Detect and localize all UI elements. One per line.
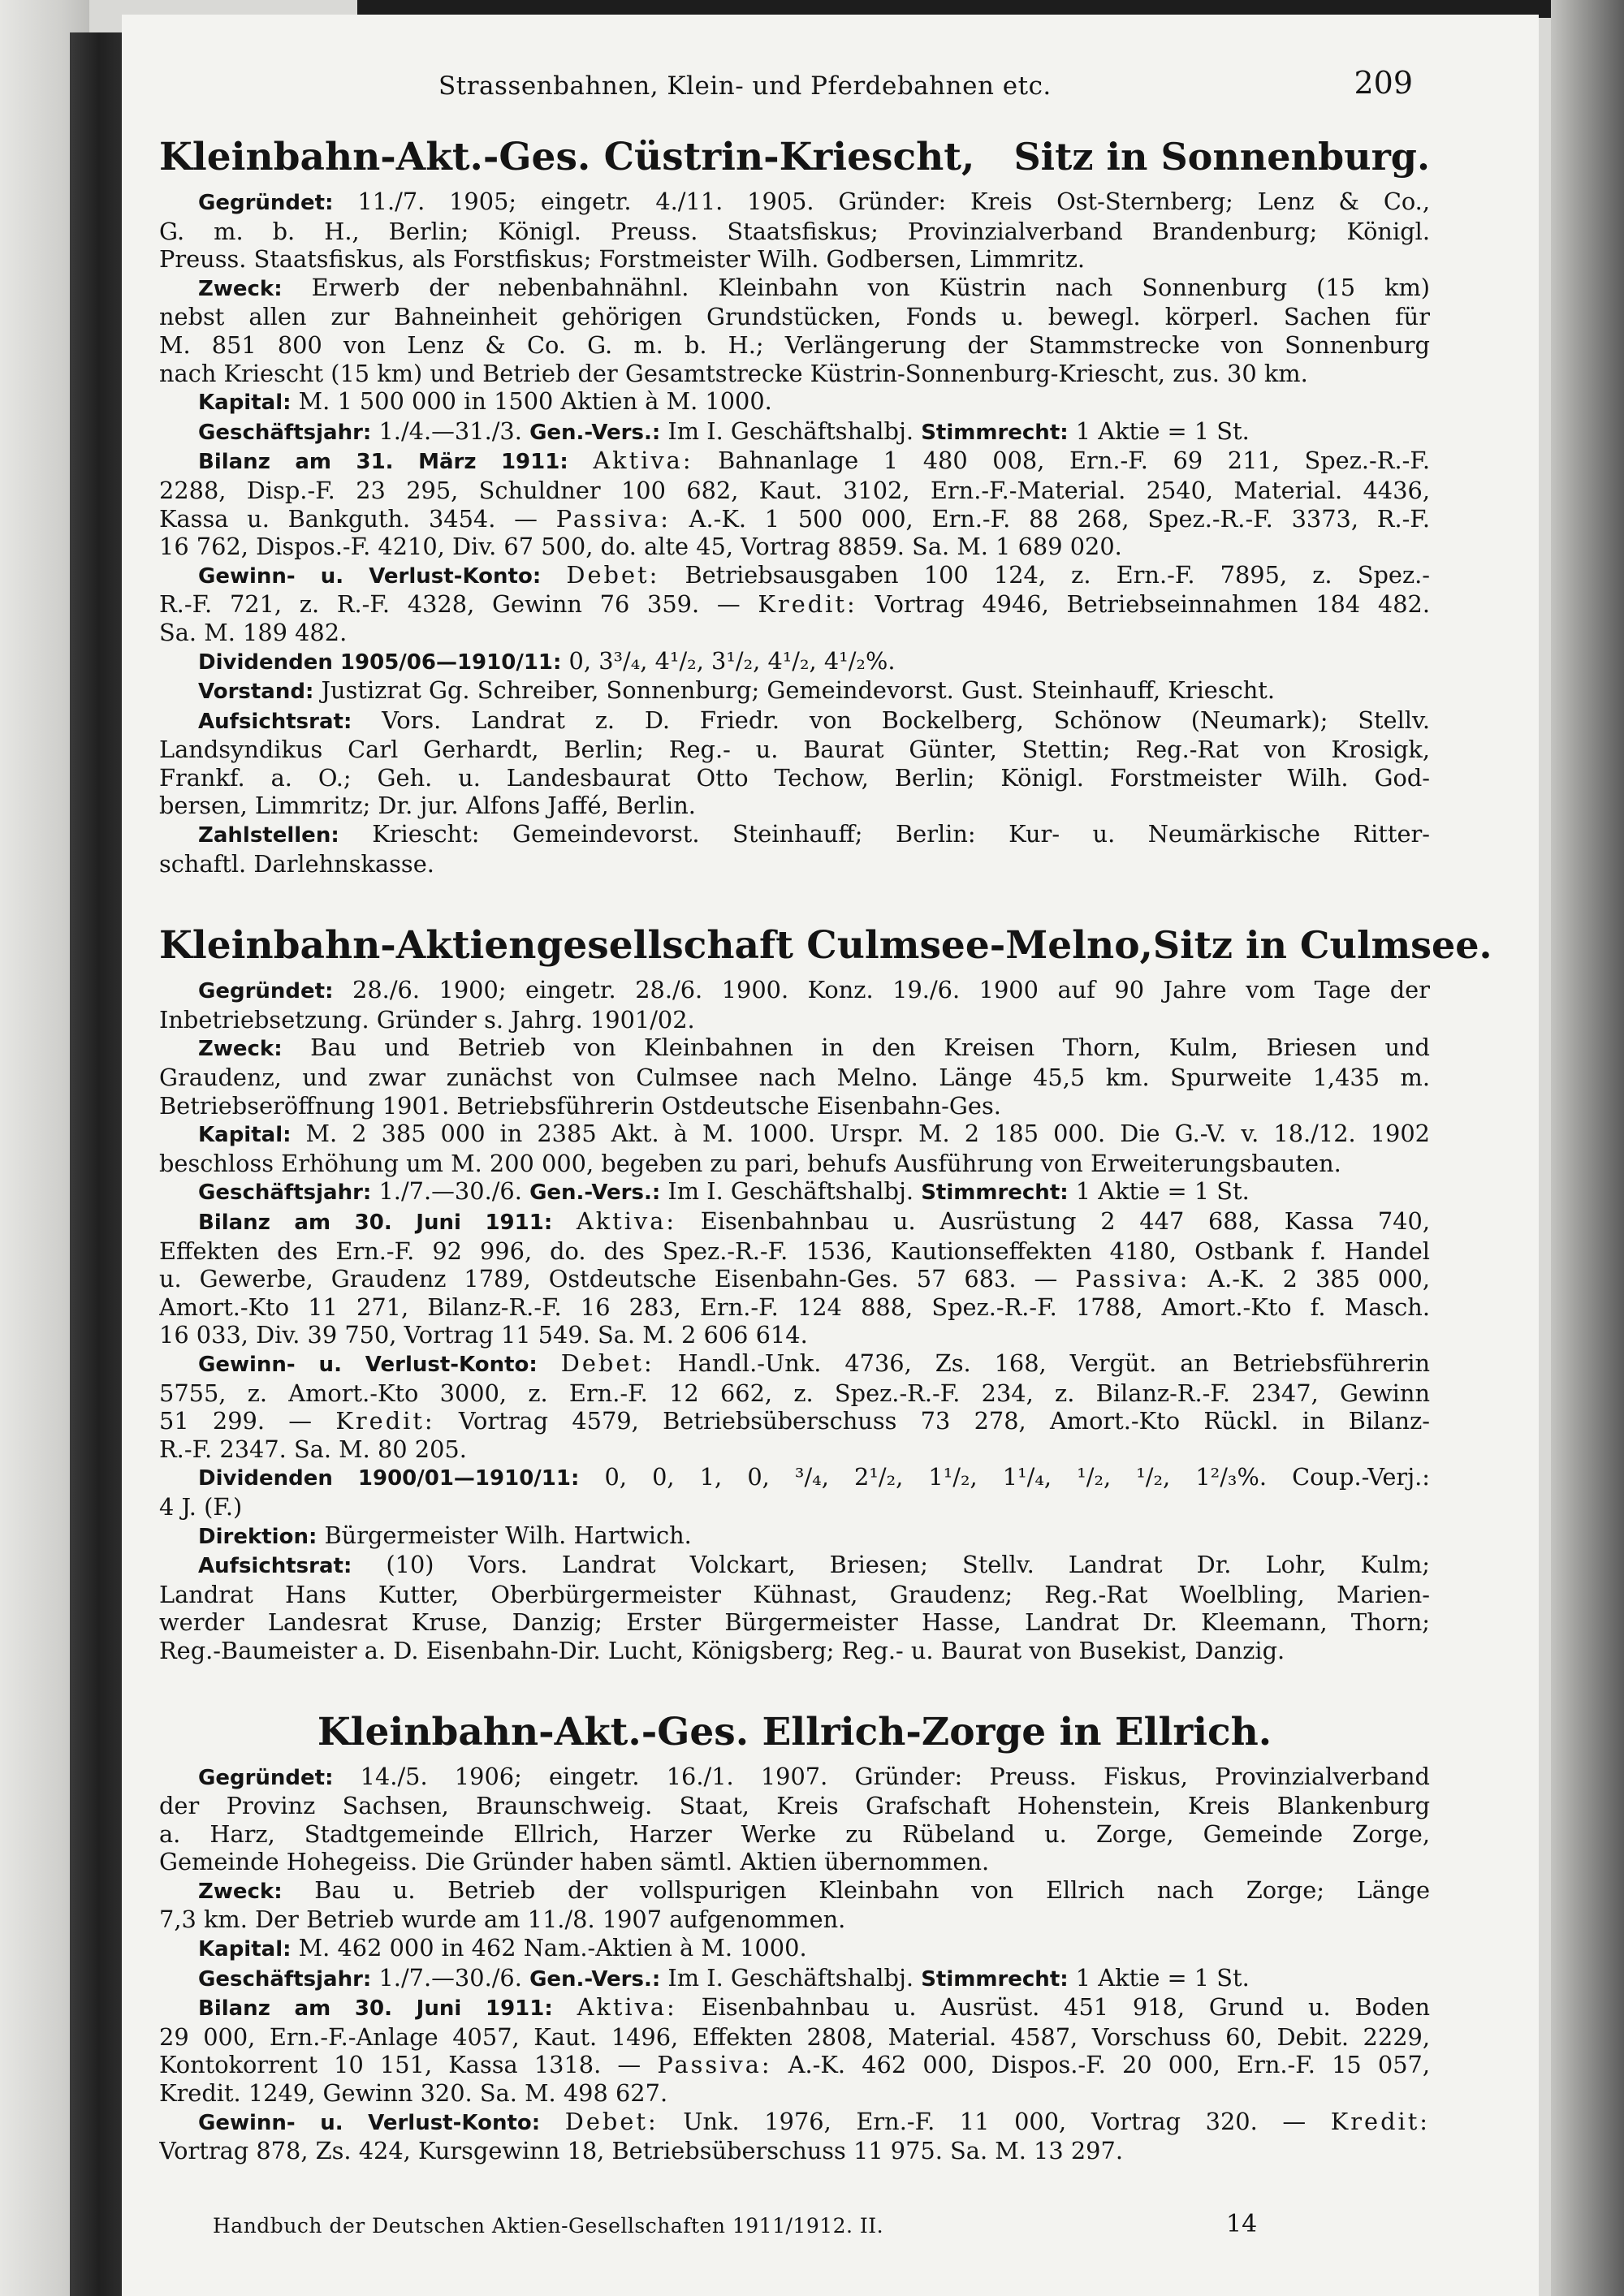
text-segment: A.-K. 1 500 000, Ern.-F. 88 268, Spez.-R.-F. 3373, R.-F. xyxy=(670,504,1430,533)
company-seat: Sitz in Culmsee. xyxy=(1152,923,1492,968)
account-side-label: Debet: xyxy=(566,560,660,589)
text-segment: 14./5. 1906; eingetr. 16./1. 1907. Gründer: Preuss. Fiskus, Provinzialverband xyxy=(333,1762,1430,1790)
text-segment: nebst allen zur Bahneinheit gehörigen Grundstücken, Fonds u. bewegl. körperl. Sachen für xyxy=(159,303,1430,331)
text-line xyxy=(159,2051,1430,2079)
text-segment: Vortrag 4946, Betriebseinnahmen 184 482. xyxy=(857,590,1430,619)
field-label: Kapital: xyxy=(198,1937,292,1962)
company-name: Kleinbahn-Aktiengesellschaft Culmsee-Melno, xyxy=(159,923,1153,969)
text-line xyxy=(159,1551,1430,1581)
text-segment: Preuss. Staatsfiskus, als Forstfiskus; Forstmeister Wilh. Godbersen, Limmritz. xyxy=(159,245,1086,274)
field-label: Zahlstellen: xyxy=(198,823,339,848)
field-label: Gewinn- u. Verlust-Konto: xyxy=(198,1352,538,1377)
company-entry xyxy=(159,1706,1430,2165)
text-line xyxy=(159,1876,1430,1906)
text-segment: Graudenz, und zwar zunächst von Culmsee nach Melno. Länge 45,5 km. Spurweite 1,435 m. xyxy=(159,1064,1430,1092)
text-segment: M. 1 500 000 in 1500 Aktien à M. 1000. xyxy=(291,387,772,416)
account-side-label: Debet: xyxy=(564,2107,659,2135)
text-line xyxy=(159,1521,1430,1552)
text-segment: 7,3 km. Der Betrieb wurde am 11./8. 1907 aufgenommen. xyxy=(159,1905,846,1934)
text-segment: 5755, z. Amort.-Kto 3000, z. Ern.-F. 12 662, z. Spez.-R.-F. 234, z. Bilanz-R.-F. 2347, Gewinn xyxy=(159,1379,1430,1407)
text-line xyxy=(159,976,1430,1006)
text-segment: 51 299. — xyxy=(159,1407,336,1435)
text-segment: Eisenbahnbau u. Ausrüstung 2 447 688, Kassa 740, xyxy=(676,1207,1430,1235)
text-line xyxy=(159,1820,1430,1849)
text-segment: A.-K. 462 000, Dispos.-F. 20 000, Ern.-F. 15 057, xyxy=(771,2051,1430,2079)
text-line xyxy=(159,1293,1430,1322)
text-segment: 16 033, Div. 39 750, Vortrag 11 549. Sa. M. 2 606 614. xyxy=(159,1321,808,1349)
text-segment: 0, 3³/₄, 4¹/₂, 3¹/₂, 4¹/₂, 4¹/₂%. xyxy=(561,646,896,675)
text-line xyxy=(159,1407,1430,1435)
field-label: Kapital: xyxy=(198,1123,292,1148)
text-line xyxy=(159,303,1430,331)
account-side-label: Debet: xyxy=(560,1349,654,1377)
text-segment: nach Kriescht (15 km) und Betrieb der Gesamtstrecke Küstrin-Sonnenburg-Kriescht, zus. 30 km. xyxy=(159,359,1308,387)
text-segment: Eisenbahnbau u. Ausrüst. 451 918, Grund u. Boden xyxy=(676,1993,1430,2022)
text-line xyxy=(159,1934,1430,1964)
text-line xyxy=(159,1034,1430,1064)
field-label: Kapital: xyxy=(198,391,292,416)
text-segment: R.-F. 2347. Sa. M. 80 205. xyxy=(159,1435,467,1463)
text-line xyxy=(159,1379,1430,1408)
text-line xyxy=(159,447,1430,477)
text-line xyxy=(159,417,1430,447)
text-segment: 0, 0, 1, 0, ³/₄, 2¹/₂, 1¹/₂, 1¹/₄, ¹/₂, ¹/₂, 1²/₃%. Coup.-Verj.: xyxy=(579,1463,1430,1491)
text-segment: 1./4.—31./3. xyxy=(371,416,530,445)
text-segment: Im I. Geschäftshalbj. xyxy=(660,416,922,445)
text-line xyxy=(159,820,1430,850)
text-line xyxy=(159,387,1430,417)
company-seat: Sitz in Sonnenburg. xyxy=(1013,135,1430,179)
field-label: Stimmrecht: xyxy=(921,1966,1069,1992)
company-title xyxy=(159,918,1492,973)
company-entry xyxy=(159,918,1492,1664)
text-segment xyxy=(553,1993,577,2021)
text-segment: 1./7.—30./6. xyxy=(371,1177,530,1206)
text-segment: Inbetriebsetzung. Gründer s. Jahrg. 1901/02. xyxy=(159,1005,695,1034)
text-line xyxy=(159,1006,1430,1034)
field-label: Aufsichtsrat: xyxy=(198,1554,352,1579)
field-label: Geschäftsjahr: xyxy=(198,420,372,445)
signature-mark: 14 xyxy=(1226,2210,1258,2238)
text-segment: Betriebseröffnung 1901. Betriebsführerin Ostdeutsche Eisenbahn-Ges. xyxy=(159,1091,1001,1120)
text-segment: Kredit. 1249, Gewinn 320. Sa. M. 498 627. xyxy=(159,2079,668,2108)
text-line xyxy=(159,1848,1430,1876)
text-line xyxy=(159,2108,1430,2138)
text-line xyxy=(159,647,1430,677)
text-line xyxy=(159,1763,1430,1793)
account-side-label: Passiva: xyxy=(657,2051,772,2079)
company-name: Kleinbahn-Akt.-Ges. Cüstrin-Kriescht, xyxy=(159,135,975,179)
account-side-label: Kredit: xyxy=(335,1407,435,1435)
text-segment: M. 462 000 in 462 Nam.-Aktien à M. 1000. xyxy=(291,1934,807,1962)
text-line xyxy=(159,1092,1430,1120)
text-line xyxy=(159,792,1430,820)
text-segment: werder Landesrat Kruse, Danzig; Erster Bürgermeister Hasse, Landrat Dr. Kleemann, Thorn; xyxy=(159,1608,1430,1637)
text-segment xyxy=(541,561,566,589)
field-label: Zweck: xyxy=(198,1037,283,1062)
field-label: Dividenden 1900/01—1910/11: xyxy=(198,1466,580,1491)
account-side-label: Kredit: xyxy=(1330,2107,1430,2135)
text-segment: M. 2 385 000 in 2385 Akt. à M. 1000. Urspr. M. 2 185 000. Die G.-V. v. 18./12. 1902 xyxy=(291,1120,1430,1148)
text-line xyxy=(159,1064,1430,1092)
text-line xyxy=(159,676,1430,706)
text-segment xyxy=(552,1207,577,1235)
text-segment: 1 Aktie = 1 St. xyxy=(1068,416,1250,445)
text-segment: 16 762, Dispos.-F. 4210, Div. 67 500, do. alte 45, Vortrag 8859. Sa. M. 1 689 020. xyxy=(159,533,1122,561)
field-label: Direktion: xyxy=(198,1524,317,1549)
text-line xyxy=(159,1177,1430,1207)
text-line xyxy=(159,1493,1430,1521)
field-label: Vorstand: xyxy=(198,680,314,705)
field-label: Gewinn- u. Verlust-Konto: xyxy=(198,2110,541,2135)
text-segment: Vors. Landrat z. D. Friedr. von Bockelberg, Schönow (Neumark); Stellv. xyxy=(352,706,1430,734)
text-segment: Bau u. Betrieb der vollspurigen Kleinbahn von Ellrich nach Zorge; Länge xyxy=(282,1875,1430,1904)
text-segment: beschloss Erhöhung um M. 200 000, begeben zu pari, behufs Ausführung von Erweiterungsbauten. xyxy=(159,1149,1341,1177)
text-segment: 28./6. 1900; eingetr. 28./6. 1900. Konz. 19./6. 1900 auf 90 Jahre vom Tage der xyxy=(333,976,1430,1004)
text-segment: A.-K. 2 385 000, xyxy=(1190,1265,1430,1293)
text-line xyxy=(159,1608,1430,1637)
text-segment: Sa. M. 189 482. xyxy=(159,618,348,646)
text-segment: bersen, Limmritz; Dr. jur. Alfons Jaffé, Berlin. xyxy=(159,792,696,820)
text-segment: 1./7.—30./6. xyxy=(371,1963,530,1992)
text-segment xyxy=(568,447,594,474)
page-footer: Handbuch der Deutschen Aktien-Gesellschaften 1911/1912. II. xyxy=(213,2214,884,2238)
text-segment xyxy=(540,2108,565,2135)
text-segment: Gemeinde Hohegeiss. Die Gründer haben sämtl. Aktien übernommen. xyxy=(159,1848,990,1876)
text-line xyxy=(159,2079,1430,2108)
account-side-label: Aktiva: xyxy=(576,1207,677,1235)
field-label: Aufsichtsrat: xyxy=(198,709,352,734)
running-head: Strassenbahnen, Klein- und Pferdebahnen etc. xyxy=(438,71,1052,101)
text-line xyxy=(159,477,1430,505)
field-label: Zweck: xyxy=(198,1879,283,1904)
text-segment: Justizrat Gg. Schreiber, Sonnenburg; Gemeindevorst. Gust. Steinhauff, Kriescht. xyxy=(313,676,1275,705)
text-segment: u. Gewerbe, Graudenz 1789, Ostdeutsche Eisenbahn-Ges. 57 683. — xyxy=(159,1265,1076,1293)
field-label: Gegründet: xyxy=(198,979,334,1004)
text-segment xyxy=(538,1349,561,1377)
company-entry xyxy=(159,130,1430,878)
text-line xyxy=(159,360,1430,388)
text-line xyxy=(159,533,1430,561)
text-segment: Im I. Geschäftshalbj. xyxy=(660,1963,922,1992)
text-segment: R.-F. 721, z. R.-F. 4328, Gewinn 76 359. — xyxy=(159,590,758,619)
text-line xyxy=(159,1150,1430,1178)
field-label: Stimmrecht: xyxy=(921,420,1069,445)
company-name: Kleinbahn-Akt.-Ges. Ellrich-Zorge in Ellrich. xyxy=(317,1709,1272,1754)
text-segment: Im I. Geschäftshalbj. xyxy=(660,1177,922,1206)
text-line xyxy=(159,561,1430,591)
field-label: Bilanz am 30. Juni 1911: xyxy=(198,1211,553,1235)
text-line xyxy=(159,1964,1430,1994)
page-number: 209 xyxy=(1354,65,1413,101)
text-line xyxy=(159,1237,1430,1266)
page-header xyxy=(317,65,1413,109)
text-segment: Landrat Hans Kutter, Oberbürgermeister Kühnast, Graudenz; Reg.-Rat Woelbling, Marien- xyxy=(159,1580,1430,1608)
text-segment: Vortrag 878, Zs. 424, Kursgewinn 18, Betriebsüberschuss 11 975. Sa. M. 13 297. xyxy=(159,2137,1123,2165)
text-segment: Unk. 1976, Ern.-F. 11 000, Vortrag 320. — xyxy=(658,2107,1331,2135)
text-segment: a. Harz, Stadtgemeinde Ellrich, Harzer Werke zu Rübeland u. Zorge, Gemeinde Zorge, xyxy=(159,1819,1430,1848)
text-line xyxy=(159,1120,1430,1150)
text-segment: Landsyndikus Carl Gerhardt, Berlin; Reg.- u. Baurat Günter, Stettin; Reg.-Rat von Krosigk, xyxy=(159,736,1430,764)
text-line xyxy=(159,245,1430,274)
field-label: Gegründet: xyxy=(198,191,334,215)
text-line xyxy=(159,619,1430,647)
text-line xyxy=(159,2023,1430,2052)
company-title xyxy=(159,130,1430,184)
account-side-label: Aktiva: xyxy=(593,447,693,475)
text-line xyxy=(159,1792,1430,1820)
field-label: Gewinn- u. Verlust-Konto: xyxy=(198,563,542,589)
account-side-label: Aktiva: xyxy=(577,1993,677,2022)
text-segment: M. 851 800 von Lenz & Co. G. m. b. H.; Verlängerung der Stammstrecke von Sonnenburg xyxy=(159,330,1430,359)
text-segment: G. m. b. H., Berlin; Königl. Preuss. Staatsfiskus; Provinzialverband Brandenburg; Königl. xyxy=(159,217,1430,245)
text-line xyxy=(159,1321,1430,1349)
text-line xyxy=(159,331,1430,360)
text-line xyxy=(159,274,1430,304)
field-label: Geschäftsjahr: xyxy=(198,1180,372,1206)
text-line xyxy=(159,1265,1430,1293)
text-line xyxy=(159,1905,1430,1934)
field-label: Gegründet: xyxy=(198,1765,334,1790)
text-line xyxy=(159,218,1430,246)
text-line xyxy=(159,1993,1430,2023)
field-label: Gen.-Vers.: xyxy=(529,1180,661,1206)
text-segment: schaftl. Darlehnskasse. xyxy=(159,849,434,878)
text-line xyxy=(159,706,1430,736)
text-line xyxy=(159,188,1430,218)
page-content xyxy=(159,130,1492,2206)
text-segment: Bürgermeister Wilh. Hartwich. xyxy=(317,1521,692,1549)
text-line xyxy=(159,1349,1430,1379)
field-label: Bilanz am 30. Juni 1911: xyxy=(198,1996,553,2022)
text-line xyxy=(159,590,1430,619)
text-segment: (10) Vors. Landrat Volckart, Briesen; Stellv. Landrat Dr. Lohr, Kulm; xyxy=(352,1551,1430,1579)
text-segment: Handl.-Unk. 4736, Zs. 168, Vergüt. an Betriebsführerin xyxy=(654,1349,1430,1377)
text-line xyxy=(159,1463,1430,1493)
field-label: Geschäftsjahr: xyxy=(198,1966,372,1992)
text-line xyxy=(159,2137,1430,2165)
text-segment: 11./7. 1905; eingetr. 4./11. 1905. Gründer: Kreis Ost-Sternberg; Lenz & Co., xyxy=(333,188,1430,215)
text-segment: 1 Aktie = 1 St. xyxy=(1068,1177,1250,1206)
text-segment: Kriescht: Gemeindevorst. Steinhauff; Berlin: Kur- u. Neumärkische Ritter- xyxy=(339,820,1430,848)
text-segment: Vortrag 4579, Betriebsüberschuss 73 278, Amort.-Kto Rückl. in Bilanz- xyxy=(434,1407,1430,1435)
text-segment: Amort.-Kto 11 271, Bilanz-R.-F. 16 283, Ern.-F. 124 888, Spez.-R.-F. 1788, Amort.-Kto f. Masch. xyxy=(159,1293,1430,1321)
account-side-label: Passiva: xyxy=(555,504,671,533)
text-line xyxy=(159,505,1430,533)
text-line xyxy=(159,1435,1430,1464)
text-segment: Erwerb der nebenbahnähnl. Kleinbahn von Küstrin nach Sonnenburg (15 km) xyxy=(282,273,1430,301)
text-line xyxy=(159,764,1430,792)
text-segment: Kassa u. Bankguth. 3454. — xyxy=(159,504,556,533)
text-line xyxy=(159,850,1430,878)
text-segment: Effekten des Ern.-F. 92 996, do. des Spez.-R.-F. 1536, Kautionseffekten 4180, Ostbank f. Handel xyxy=(159,1236,1430,1265)
field-label: Stimmrecht: xyxy=(921,1180,1069,1206)
text-segment: der Provinz Sachsen, Braunschweig. Staat, Kreis Grafschaft Hohenstein, Kreis Blankenburg xyxy=(159,1792,1430,1820)
company-title xyxy=(159,1706,1430,1759)
field-label: Zweck: xyxy=(198,276,283,301)
scan-edge-right xyxy=(1551,0,1624,2296)
text-segment: 4 J. (F.) xyxy=(159,1492,243,1521)
text-line xyxy=(159,736,1430,764)
field-label: Gen.-Vers.: xyxy=(529,420,661,445)
text-segment: 1 Aktie = 1 St. xyxy=(1068,1963,1250,1992)
text-segment: Reg.-Baumeister a. D. Eisenbahn-Dir. Lucht, Königsberg; Reg.- u. Baurat von Busekist, Danzig. xyxy=(159,1636,1285,1664)
text-segment: Betriebsausgaben 100 124, z. Ern.-F. 7895, z. Spez.- xyxy=(659,560,1430,589)
text-segment: Bau und Betrieb von Kleinbahnen in den Kreisen Thorn, Kulm, Briesen und xyxy=(282,1034,1430,1062)
text-segment: 29 000, Ern.-F.-Anlage 4057, Kaut. 1496, Effekten 2808, Material. 4587, Vorschuss 60, Debit. 2229, xyxy=(159,2022,1430,2051)
text-line xyxy=(159,1637,1430,1665)
text-segment: Bahnanlage 1 480 008, Ern.-F. 69 211, Spez.-R.-F. xyxy=(693,447,1430,475)
text-line xyxy=(159,1207,1430,1237)
account-side-label: Kredit: xyxy=(758,590,857,619)
text-line xyxy=(159,1581,1430,1609)
text-segment: Frankf. a. O.; Geh. u. Landesbaurat Otto Techow, Berlin; Königl. Forstmeister Wilh. God- xyxy=(159,763,1430,792)
field-label: Bilanz am 31. März 1911: xyxy=(198,450,568,475)
text-segment: Kontokorrent 10 151, Kassa 1318. — xyxy=(159,2051,658,2079)
text-segment: 2288, Disp.-F. 23 295, Schuldner 100 682, Kaut. 3102, Ern.-F.-Material. 2540, Material. 4436, xyxy=(159,476,1430,504)
field-label: Gen.-Vers.: xyxy=(529,1966,661,1992)
account-side-label: Passiva: xyxy=(1075,1265,1190,1293)
field-label: Dividenden 1905/06—1910/11: xyxy=(198,650,562,675)
